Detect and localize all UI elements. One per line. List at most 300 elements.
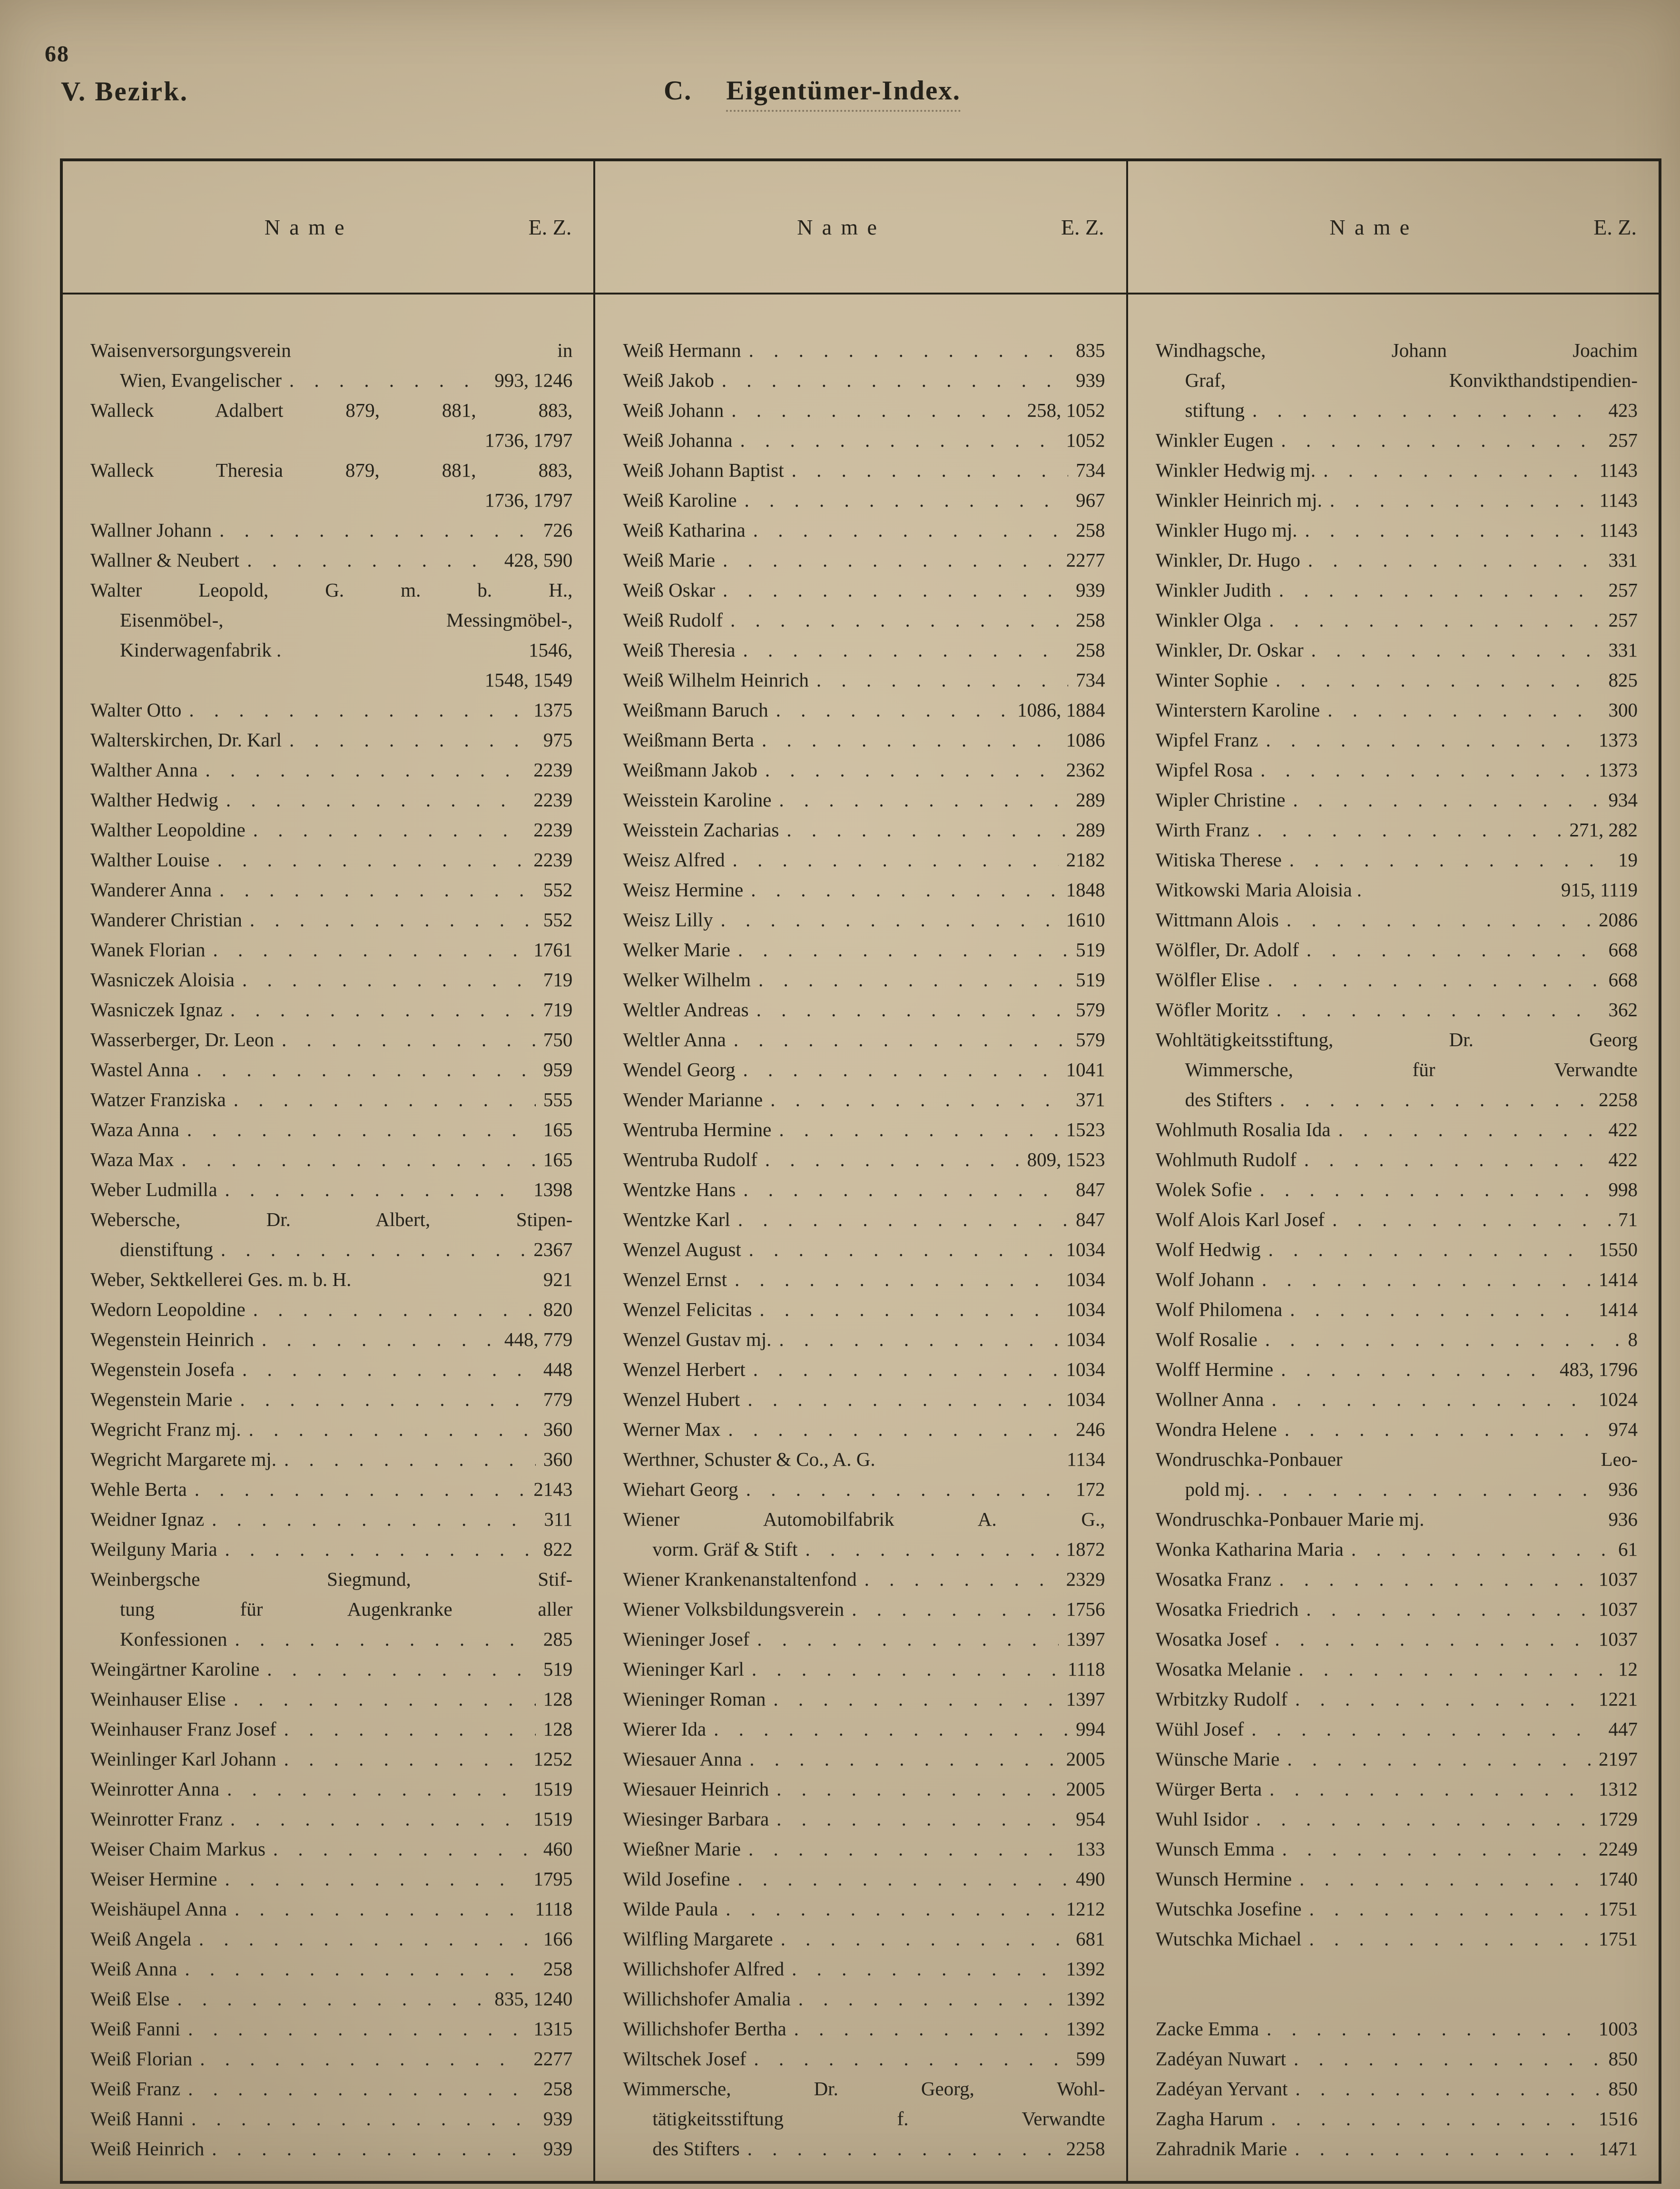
index-entry-line — [623, 515, 1105, 545]
ez-number: 2239 — [533, 759, 573, 781]
owner-name: Welker Marie — [623, 939, 730, 961]
ez-number: 2239 — [533, 849, 573, 871]
dot-leader — [726, 1894, 1058, 1924]
ez-number: 2005 — [1066, 1778, 1105, 1800]
owner-name: Wohlmuth Rudolf — [1155, 1148, 1297, 1170]
owner-name: Wimmersche, für Verwandte — [1185, 1059, 1638, 1080]
index-entry-line — [1156, 1804, 1638, 1834]
owner-name: Weinrotter Anna — [90, 1778, 220, 1800]
dot-leader — [1268, 1235, 1591, 1265]
ez-header: E. Z. — [1593, 215, 1637, 239]
dot-leader — [723, 575, 1068, 605]
dot-leader — [187, 1115, 536, 1145]
owner-name: Wöfler Moritz — [1155, 999, 1269, 1021]
dot-leader — [776, 1774, 1058, 1804]
ez-number: 681 — [1076, 1928, 1105, 1950]
ez-number: 1795 — [533, 1868, 573, 1890]
owner-name: Wierer Ida — [623, 1718, 707, 1740]
owner-name: Wunsch Emma — [1155, 1838, 1275, 1860]
dot-leader — [745, 485, 1069, 515]
ez-number: 847 — [1076, 1178, 1105, 1200]
dot-leader — [1279, 1564, 1591, 1594]
index-entry-line — [623, 1175, 1105, 1205]
ez-number: 994 — [1076, 1718, 1105, 1740]
ez-number: 331 — [1608, 639, 1638, 661]
index-entry-line — [623, 1834, 1105, 1864]
dot-leader — [779, 785, 1068, 815]
owner-name: Wentruba Rudolf — [623, 1148, 757, 1170]
owner-name: Würger Berta — [1155, 1778, 1262, 1800]
dot-leader — [230, 1804, 526, 1834]
ez-number: 258 — [543, 2078, 573, 2100]
ez-number: 835 — [1076, 339, 1105, 361]
owner-name: Walterskirchen, Dr. Karl — [90, 729, 282, 751]
index-entry-line — [90, 1594, 572, 1624]
dot-leader — [1304, 1145, 1601, 1175]
dot-leader — [1265, 1325, 1621, 1355]
index-entry-line — [90, 1444, 572, 1474]
ez-number: 934 — [1608, 789, 1638, 811]
column-body — [90, 335, 572, 2164]
index-entry-line — [1156, 1235, 1638, 1265]
index-entry-line — [1156, 1325, 1638, 1355]
owner-name: pold mj. — [1185, 1478, 1250, 1500]
ez-number: 165 — [543, 1119, 573, 1140]
dot-leader — [1287, 1744, 1591, 1774]
dot-leader — [212, 1504, 536, 1534]
index-entry-line — [1156, 2134, 1638, 2164]
owner-name: Wanderer Christian — [90, 909, 242, 931]
dot-leader — [1330, 485, 1592, 515]
index-entry-line — [1156, 365, 1638, 395]
index-entry-line — [1156, 1115, 1638, 1145]
dot-leader — [225, 1534, 536, 1564]
index-entry-line — [623, 335, 1105, 365]
index-entry-line — [623, 1534, 1105, 1564]
owner-name: Wolff Hermine — [1155, 1358, 1274, 1380]
owner-name: Wosatka Melanie — [1155, 1658, 1291, 1680]
index-entry-line — [90, 695, 572, 725]
dot-leader — [1279, 575, 1601, 605]
owner-name: Weiser Hermine — [90, 1868, 217, 1890]
column-header-1 — [63, 161, 593, 293]
owner-name: Welker Wilhelm — [623, 969, 751, 991]
index-entry-line — [1156, 1175, 1638, 1205]
index-entry-line — [90, 1924, 572, 1954]
ez-number: 1392 — [1066, 1988, 1105, 2010]
dot-leader — [740, 425, 1058, 455]
ez-number: 2277 — [1066, 549, 1105, 571]
ez-number: 1373 — [1598, 759, 1638, 781]
ez-number: 998 — [1608, 1178, 1638, 1200]
index-entry-line — [1156, 1504, 1638, 1534]
owner-name: Weiß Theresia — [623, 639, 736, 661]
ez-number: 555 — [543, 1089, 573, 1110]
ez-number: 1550 — [1598, 1238, 1638, 1260]
index-entry-line — [90, 605, 572, 635]
dot-leader — [806, 1534, 1059, 1564]
dot-leader — [1280, 1085, 1591, 1115]
ez-number: 1392 — [1066, 2018, 1105, 2040]
index-entry-line — [90, 1624, 572, 1654]
ez-number: 1740 — [1598, 1868, 1638, 1890]
ez-number: 579 — [1076, 1029, 1105, 1050]
ez-number: 552 — [543, 909, 573, 931]
owner-name: Weiß Florian — [90, 2048, 193, 2070]
index-entry-line — [90, 545, 572, 575]
owner-name: Wutschka Michael — [1155, 1928, 1302, 1950]
owner-name: Weiß Wilhelm Heinrich — [623, 669, 809, 691]
owner-name: Wolf Alois Karl Josef — [1155, 1208, 1325, 1230]
owner-name: Wünsche Marie — [1155, 1748, 1280, 1770]
index-entry-line — [623, 635, 1105, 665]
index-entry-line — [90, 1714, 572, 1744]
owner-name: Weiß Heinrich — [90, 2138, 205, 2160]
owner-name: Wallner & Neubert — [90, 549, 240, 571]
index-entry-line — [1156, 2104, 1638, 2134]
ez-number: 1756 — [1066, 1598, 1105, 1620]
index-entry-line — [90, 1085, 572, 1115]
owner-name: Wilfling Margarete — [623, 1928, 773, 1950]
index-entry-line — [90, 1504, 572, 1534]
index-entry-line — [623, 425, 1105, 455]
ez-number: 447 — [1608, 1718, 1638, 1740]
ez-number: 1516 — [1598, 2108, 1638, 2130]
name-header: Name — [264, 215, 354, 239]
owner-name: Winkler, Dr. Oskar — [1155, 639, 1304, 661]
ez-number: 2239 — [533, 819, 573, 841]
dot-leader — [1287, 905, 1591, 935]
owner-name: Wiener Volksbildungsverein — [623, 1598, 845, 1620]
dot-leader — [816, 665, 1068, 695]
owner-name: Wegenstein Heinrich — [90, 1328, 254, 1350]
owner-name: Waza Max — [90, 1148, 174, 1170]
owner-name: Wölfler, Dr. Adolf — [1155, 939, 1299, 961]
owner-name: Walther Hedwig — [90, 789, 218, 811]
index-entry-line — [623, 1774, 1105, 1804]
ez-number: 2197 — [1598, 1748, 1638, 1770]
ez-number: 1034 — [1066, 1298, 1105, 1320]
index-entry-line — [623, 1744, 1105, 1774]
table-body — [63, 294, 1659, 2181]
ez-number: 2086 — [1598, 909, 1638, 931]
index-entry-line — [1156, 1954, 1638, 1984]
owner-name: Weiß Johanna — [623, 429, 733, 451]
ez-number: 1610 — [1066, 909, 1105, 931]
ez-number: 1041 — [1066, 1059, 1105, 1080]
index-entry-line — [623, 455, 1105, 485]
dot-leader — [219, 875, 536, 905]
owner-name: Wieninger Roman — [623, 1688, 766, 1710]
owner-name: Wenzel Herbert — [623, 1358, 746, 1380]
owner-name: Wittmann Alois — [1155, 909, 1279, 931]
index-entry-line — [90, 485, 572, 515]
ez-number: 1037 — [1598, 1598, 1638, 1620]
owner-name: Zadéyan Yervant — [1155, 2078, 1288, 2100]
index-entry-line — [1156, 1744, 1638, 1774]
index-entry-line — [90, 755, 572, 785]
index-entry-line — [1156, 875, 1638, 905]
ez-number: 847 — [1076, 1208, 1105, 1230]
index-entry-line — [623, 755, 1105, 785]
owner-name: Walter Leopold, G. m. b. H., — [90, 579, 573, 601]
owner-name: Wrbitzky Rudolf — [1155, 1688, 1287, 1710]
dot-leader — [273, 1834, 536, 1864]
ez-number: 490 — [1076, 1868, 1105, 1890]
dot-leader — [195, 1474, 526, 1504]
ez-number: 519 — [1076, 939, 1105, 961]
owner-name: Wasniczek Ignaz — [90, 999, 223, 1021]
index-entry-line — [1156, 1654, 1638, 1684]
owner-name: Weißmann Jakob — [623, 759, 757, 781]
index-entry-line — [1156, 755, 1638, 785]
dot-leader — [1256, 1804, 1591, 1834]
index-entry-line — [1156, 1834, 1638, 1864]
ez-number: 19 — [1618, 849, 1638, 871]
dot-leader — [765, 1145, 1020, 1175]
index-entry-line — [1156, 725, 1638, 755]
owner-name: Wonka Katharina Maria — [1155, 1538, 1344, 1560]
index-entry-line — [90, 935, 572, 965]
ez-number: 1397 — [1066, 1628, 1105, 1650]
index-column — [593, 294, 1128, 2181]
index-entry-line — [90, 1355, 572, 1384]
index-entry-line — [623, 725, 1105, 755]
owner-name: Willichshofer Amalia — [623, 1988, 791, 2010]
index-entry-line — [1156, 1894, 1638, 1924]
ez-number: 371 — [1076, 1089, 1105, 1110]
column-header-3 — [1128, 161, 1659, 293]
index-entry-line — [90, 1175, 572, 1205]
index-entry-line — [1156, 845, 1638, 875]
owner-name: Weiß Else — [90, 1988, 170, 2010]
index-entry-line — [90, 995, 572, 1025]
index-entry-line — [623, 1924, 1105, 1954]
index-entry-line — [90, 815, 572, 845]
ez-number: 1034 — [1066, 1388, 1105, 1410]
index-table — [60, 158, 1661, 2184]
ez-number: 2182 — [1066, 849, 1105, 871]
owner-name: Wegricht Franz mj. — [90, 1418, 241, 1440]
ez-number: 668 — [1608, 969, 1638, 991]
owner-name: Wondruschka-Ponbauer Leo- — [1155, 1448, 1638, 1470]
owner-name: Weiß Anna — [90, 1958, 177, 1980]
dot-leader — [792, 455, 1068, 485]
owner-name: Weiß Fanni — [90, 2018, 181, 2040]
index-entry-line — [623, 1205, 1105, 1235]
dot-leader — [753, 1355, 1059, 1384]
index-entry-line — [623, 1864, 1105, 1894]
owner-name: Wenzel August — [623, 1238, 741, 1260]
owner-name: Winkler, Dr. Hugo — [1155, 549, 1300, 571]
owner-name: Weidner Ignaz — [90, 1508, 205, 1530]
dot-leader — [757, 1624, 1058, 1654]
dot-leader — [181, 1145, 535, 1175]
dot-leader — [1295, 2134, 1591, 2164]
owner-name: Wieninger Josef — [623, 1628, 750, 1650]
index-entry-line — [90, 1205, 572, 1235]
ez-number: 285 — [543, 1628, 573, 1650]
owner-name: Zacke Emma — [1155, 2018, 1259, 2040]
index-entry-line — [623, 1984, 1105, 2014]
dot-leader — [758, 965, 1068, 995]
ez-number: 939 — [543, 2108, 573, 2130]
owner-name: Wolf Rosalie — [1155, 1328, 1258, 1350]
owner-name: Wanderer Anna — [90, 879, 212, 901]
owner-name: Weiß Johann Baptist — [623, 459, 784, 481]
index-entry-line — [90, 1684, 572, 1714]
dot-leader — [1309, 1894, 1591, 1924]
ez-number: 2329 — [1066, 1568, 1105, 1590]
owner-name: Wilde Paula — [623, 1898, 718, 1920]
dot-leader — [786, 815, 1068, 845]
ez-number: 483, 1796 — [1559, 1358, 1638, 1380]
owner-name: Weltler Anna — [623, 1029, 726, 1050]
dot-leader — [235, 1624, 535, 1654]
owner-name: Weiß Angela — [90, 1928, 191, 1950]
owner-name: Weißmann Baruch — [623, 699, 768, 721]
dot-leader — [1281, 425, 1601, 455]
index-entry-line — [623, 1504, 1105, 1534]
owner-name: Wohltätigkeitsstiftung, Dr. Georg — [1155, 1029, 1638, 1050]
ez-number: 1034 — [1066, 1268, 1105, 1290]
index-entry-line — [90, 965, 572, 995]
index-entry-line — [90, 1804, 572, 1834]
ez-number: 61 — [1618, 1538, 1638, 1560]
index-entry-line — [623, 1894, 1105, 1924]
ez-number: 2367 — [533, 1238, 573, 1260]
index-column — [63, 294, 593, 2181]
owner-name: Witiska Therese — [1155, 849, 1282, 871]
index-entry-line — [1156, 935, 1638, 965]
dot-leader — [1282, 1834, 1591, 1864]
owner-name: Walther Anna — [90, 759, 198, 781]
dot-leader — [1275, 1624, 1591, 1654]
dot-leader — [751, 875, 1058, 905]
column-header-2 — [593, 161, 1128, 293]
ez-number: 1392 — [1066, 1958, 1105, 1980]
index-entry-line — [623, 2104, 1105, 2134]
index-entry-line — [1156, 335, 1638, 365]
index-entry-line — [90, 1145, 572, 1175]
ez-number: 1414 — [1598, 1298, 1638, 1320]
dot-leader — [189, 695, 526, 725]
ez-number: 1034 — [1066, 1328, 1105, 1350]
dot-leader — [770, 1085, 1068, 1115]
dot-leader — [230, 995, 536, 1025]
ez-number: 1848 — [1066, 879, 1105, 901]
index-entry-line — [90, 1954, 572, 1984]
index-entry-line — [90, 1834, 572, 1864]
dot-leader — [284, 1744, 526, 1774]
dot-leader — [798, 1984, 1059, 2014]
index-entry-line — [623, 1954, 1105, 1984]
owner-name: Wölfler Elise — [1155, 969, 1260, 991]
owner-name: Winkler Heinrich mj. — [1155, 489, 1322, 511]
ez-number: 1729 — [1598, 1808, 1638, 1830]
ez-number: 1143 — [1599, 519, 1638, 541]
owner-name: Weißmann Berta — [623, 729, 754, 751]
dot-leader — [1272, 1384, 1591, 1414]
owner-name: Weisstein Zacharias — [623, 819, 779, 841]
owner-name: Witkowski Maria Aloisia . — [1155, 879, 1362, 901]
ez-number: 2258 — [1066, 2138, 1105, 2160]
index-entry-line — [623, 1025, 1105, 1055]
ez-number: 331 — [1608, 549, 1638, 571]
owner-name: Wolek Sofie — [1155, 1178, 1252, 1200]
owner-name: Weiß Franz — [90, 2078, 181, 2100]
dot-leader — [240, 1384, 535, 1414]
index-entry-line — [90, 905, 572, 935]
ez-number: 850 — [1608, 2048, 1638, 2070]
ez-number: 1037 — [1598, 1568, 1638, 1590]
dot-leader — [1351, 1534, 1611, 1564]
ez-number: 959 — [543, 1059, 573, 1080]
dot-leader — [756, 995, 1069, 1025]
ez-number: 1134 — [1067, 1448, 1105, 1470]
index-entry-line — [90, 2044, 572, 2074]
ez-number: 579 — [1076, 999, 1105, 1021]
ez-number: 835, 1240 — [494, 1988, 573, 2010]
owner-name: Wieninger Karl — [623, 1658, 744, 1680]
page-number: 68 — [45, 41, 69, 67]
index-entry-line — [623, 995, 1105, 1025]
owner-name: Wiener Automobilfabrik A. G., — [623, 1508, 1105, 1530]
index-entry-line — [623, 1684, 1105, 1714]
ez-number: 423 — [1608, 399, 1638, 421]
index-entry-line — [1156, 1594, 1638, 1624]
dot-leader — [743, 635, 1068, 665]
dot-leader — [1262, 1265, 1591, 1295]
index-entry-line — [1156, 1984, 1638, 2014]
index-entry-line — [623, 1624, 1105, 1654]
ez-number: 128 — [543, 1718, 573, 1740]
dot-leader — [720, 905, 1058, 935]
index-entry-line — [90, 425, 572, 455]
index-entry-line — [90, 1414, 572, 1444]
ez-number: 734 — [1076, 669, 1105, 691]
dot-leader — [1269, 1774, 1591, 1804]
owner-name: Winkler Olga — [1155, 609, 1262, 631]
ez-number: 360 — [543, 1418, 573, 1440]
index-entry-line — [1156, 1714, 1638, 1744]
dot-leader — [200, 2044, 526, 2074]
ez-number: 1751 — [1598, 1898, 1638, 1920]
index-entry-line — [90, 335, 572, 365]
owner-name: Wenzel Gustav mj. — [623, 1328, 772, 1350]
index-entry-line — [1156, 575, 1638, 605]
ez-number: 1143 — [1599, 459, 1638, 481]
index-entry-line — [90, 365, 572, 395]
dot-leader — [1267, 965, 1601, 995]
ez-number: 362 — [1608, 999, 1638, 1021]
dot-leader — [177, 1984, 487, 2014]
dot-leader — [1338, 1115, 1601, 1145]
index-entry-line — [90, 575, 572, 605]
owner-name: Walleck Adalbert 879, 881, 883, — [90, 399, 573, 421]
index-entry-line — [1156, 695, 1638, 725]
index-entry-line — [1156, 1145, 1638, 1175]
index-entry-line — [623, 1444, 1105, 1474]
owner-name: Wolf Philomena — [1155, 1298, 1283, 1320]
ez-number: 1315 — [533, 2018, 573, 2040]
index-entry-line — [1156, 1924, 1638, 1954]
owner-name: des Stifters — [1185, 1089, 1272, 1110]
ez-number: 921 — [543, 1268, 573, 1290]
index-entry-line — [90, 2134, 572, 2164]
owner-name: Wender Marianne — [623, 1089, 763, 1110]
dot-leader — [1305, 515, 1592, 545]
